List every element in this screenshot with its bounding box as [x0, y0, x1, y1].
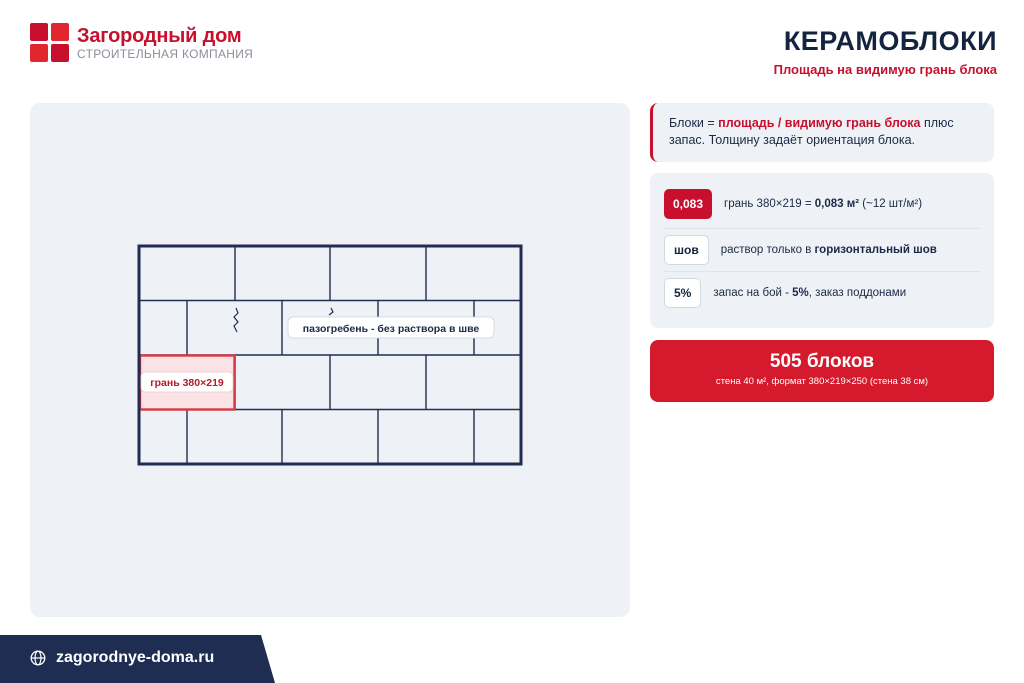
site-url[interactable]: zagorodnye-doma.ru: [56, 649, 215, 666]
fact-row-face-area: [664, 183, 980, 225]
note-text-2: плюс запас. Толщину задаёт ориентация блока.: [669, 116, 954, 147]
fact-row-reserve: [664, 271, 980, 314]
globe-icon: [30, 650, 46, 666]
note-highlight: площадь / видимую грань блока: [718, 116, 921, 130]
page-title: КЕРАМОБЛОКИ: [783, 26, 997, 56]
page-header: [774, 26, 997, 77]
fact-badge: 5%: [664, 278, 701, 308]
fact-text: раствор только в горизонтальный шов: [720, 244, 937, 256]
result-details: стена 40 м², формат 380×219×250 (стена 38 см): [715, 376, 929, 387]
fact-row-joint: [664, 228, 980, 271]
tongue-label: пазогребень - без раствора в шве: [302, 323, 480, 335]
result-count: 505 блоков: [769, 351, 875, 372]
brand-name: Загородный дом: [77, 25, 242, 47]
logo-mark-icon: [30, 23, 70, 63]
wall-diagram-panel: [30, 103, 630, 617]
footer-site-link[interactable]: [0, 635, 275, 683]
fact-badge: шов: [664, 235, 709, 265]
fact-text: грань 380×219 = 0,083 м² (~12 шт/м²): [724, 198, 923, 210]
company-logo: [30, 23, 253, 63]
fact-badge: 0,083: [664, 189, 712, 219]
facts-card: [650, 173, 994, 328]
page-subtitle: Площадь на видимую грань блока: [773, 62, 997, 77]
note-text-1: Блоки =: [669, 116, 719, 130]
formula-note: [650, 103, 994, 162]
wall-diagram: [30, 103, 630, 617]
fact-text: запас на бой - 5%, заказ поддонами: [713, 287, 907, 299]
site-url-link[interactable]: [30, 649, 214, 667]
result-card: [650, 340, 994, 402]
brand-subtitle: СТРОИТЕЛЬНАЯ КОМПАНИЯ: [77, 47, 254, 61]
face-label: грань 380×219: [150, 377, 224, 389]
